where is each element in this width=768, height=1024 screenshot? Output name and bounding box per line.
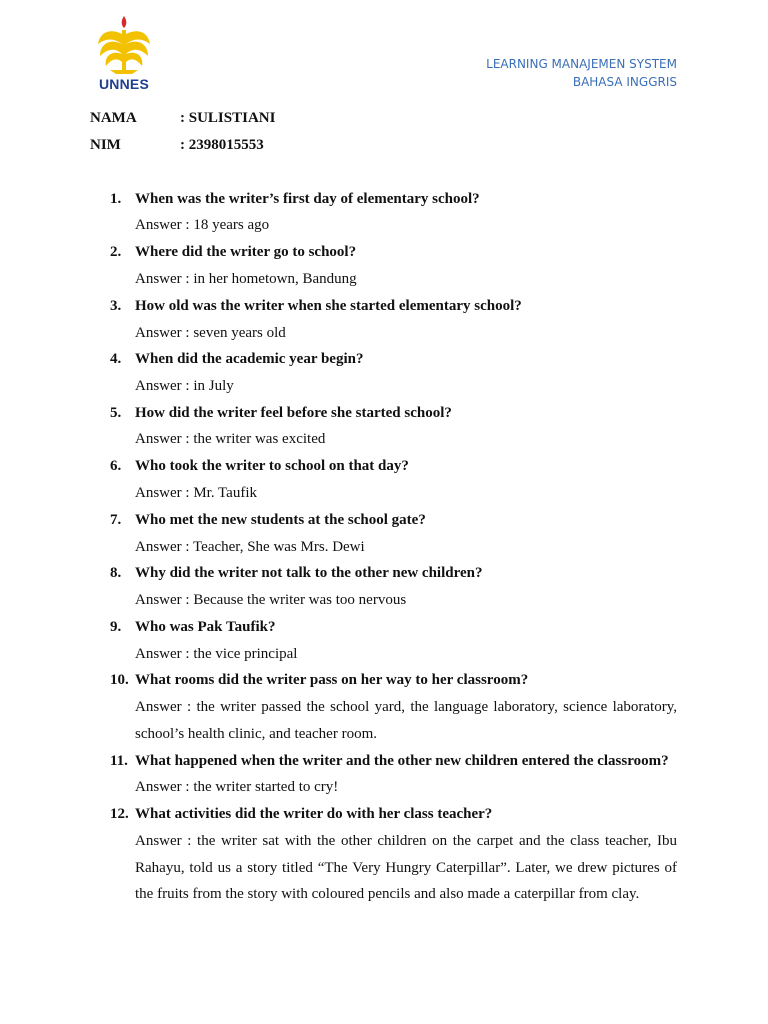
name-label: NAMA: [90, 110, 137, 126]
question-6: [110, 458, 409, 475]
answer-7: Answer : Teacher, She was Mrs. Dewi: [135, 539, 365, 555]
nim-row: [90, 137, 264, 154]
question-number: 6.: [110, 458, 122, 474]
answer-1: Answer : 18 years ago: [135, 217, 270, 233]
question-number: 11.: [110, 753, 128, 769]
question-number: 1.: [110, 191, 122, 207]
question-number: 3.: [110, 298, 122, 314]
question-1: [110, 191, 480, 208]
system-title-line1: LEARNING MANAJEMEN SYSTEM: [486, 57, 677, 71]
question-5: [110, 405, 452, 422]
question-text: How did the writer feel before she started school?: [135, 405, 452, 421]
question-4: [110, 351, 363, 368]
question-number: 2.: [110, 244, 122, 260]
question-number: 9.: [110, 619, 122, 635]
unnes-logo: [92, 14, 156, 100]
unnes-emblem-icon: [92, 14, 156, 76]
answer-12: Answer : the writer sat with the other children on the carpet and the class teacher, Ibu Rahayu, told us a story titled “The Very Hungry Caterpillar”. Later, we drew pictures of the fruits from the story with coloured pencils and also made a caterpillar from clay.: [135, 833, 677, 903]
answer-5: Answer : the writer was excited: [135, 431, 326, 447]
name-row: [90, 110, 275, 127]
question-number: 8.: [110, 565, 122, 581]
question-text: What happened when the writer and the other new children entered the classroom?: [135, 753, 669, 769]
question-text: Who met the new students at the school gate?: [135, 512, 426, 528]
question-7: [110, 512, 426, 529]
answer-11: Answer : the writer started to cry!: [135, 779, 339, 795]
question-number: 10.: [110, 672, 129, 688]
nim-label: NIM: [90, 137, 121, 153]
question-number: 7.: [110, 512, 122, 528]
answer-4: Answer : in July: [135, 378, 234, 394]
name-value: : SULISTIANI: [180, 110, 276, 126]
question-text: Who took the writer to school on that day?: [135, 458, 409, 474]
question-2: [110, 244, 356, 261]
question-12: [110, 806, 492, 823]
question-number: 4.: [110, 351, 122, 367]
question-8: [110, 565, 483, 582]
answer-9: Answer : the vice principal: [135, 646, 298, 662]
answer-10: Answer : the writer passed the school yard, the language laboratory, science laboratory, school’s health clinic, and teacher room.: [135, 699, 677, 742]
question-text: When was the writer’s first day of elementary school?: [135, 191, 480, 207]
logo-text: UNNES: [98, 76, 149, 92]
question-text: Who was Pak Taufik?: [135, 619, 276, 635]
question-text: Why did the writer not talk to the other new children?: [135, 565, 483, 581]
question-text: How old was the writer when she started elementary school?: [135, 298, 522, 314]
question-text: What activities did the writer do with her class teacher?: [135, 806, 493, 822]
nim-value: : 2398015553: [180, 137, 264, 153]
question-11: [110, 753, 669, 770]
question-3: [110, 298, 522, 315]
answer-2: Answer : in her hometown, Bandung: [135, 271, 357, 287]
answer-6: Answer : Mr. Taufik: [135, 485, 257, 501]
question-10: [110, 672, 528, 689]
question-9: [110, 619, 275, 636]
question-number: 5.: [110, 405, 122, 421]
question-text: When did the academic year begin?: [135, 351, 364, 367]
system-title-line2: BAHASA INGGRIS: [572, 75, 677, 89]
answer-3: Answer : seven years old: [135, 325, 286, 341]
answer-8: Answer : Because the writer was too nervous: [135, 592, 407, 608]
header-system-title: [486, 55, 677, 91]
question-text: What rooms did the writer pass on her way to her classroom?: [135, 672, 529, 688]
question-text: Where did the writer go to school?: [135, 244, 357, 260]
question-number: 12.: [110, 806, 129, 822]
